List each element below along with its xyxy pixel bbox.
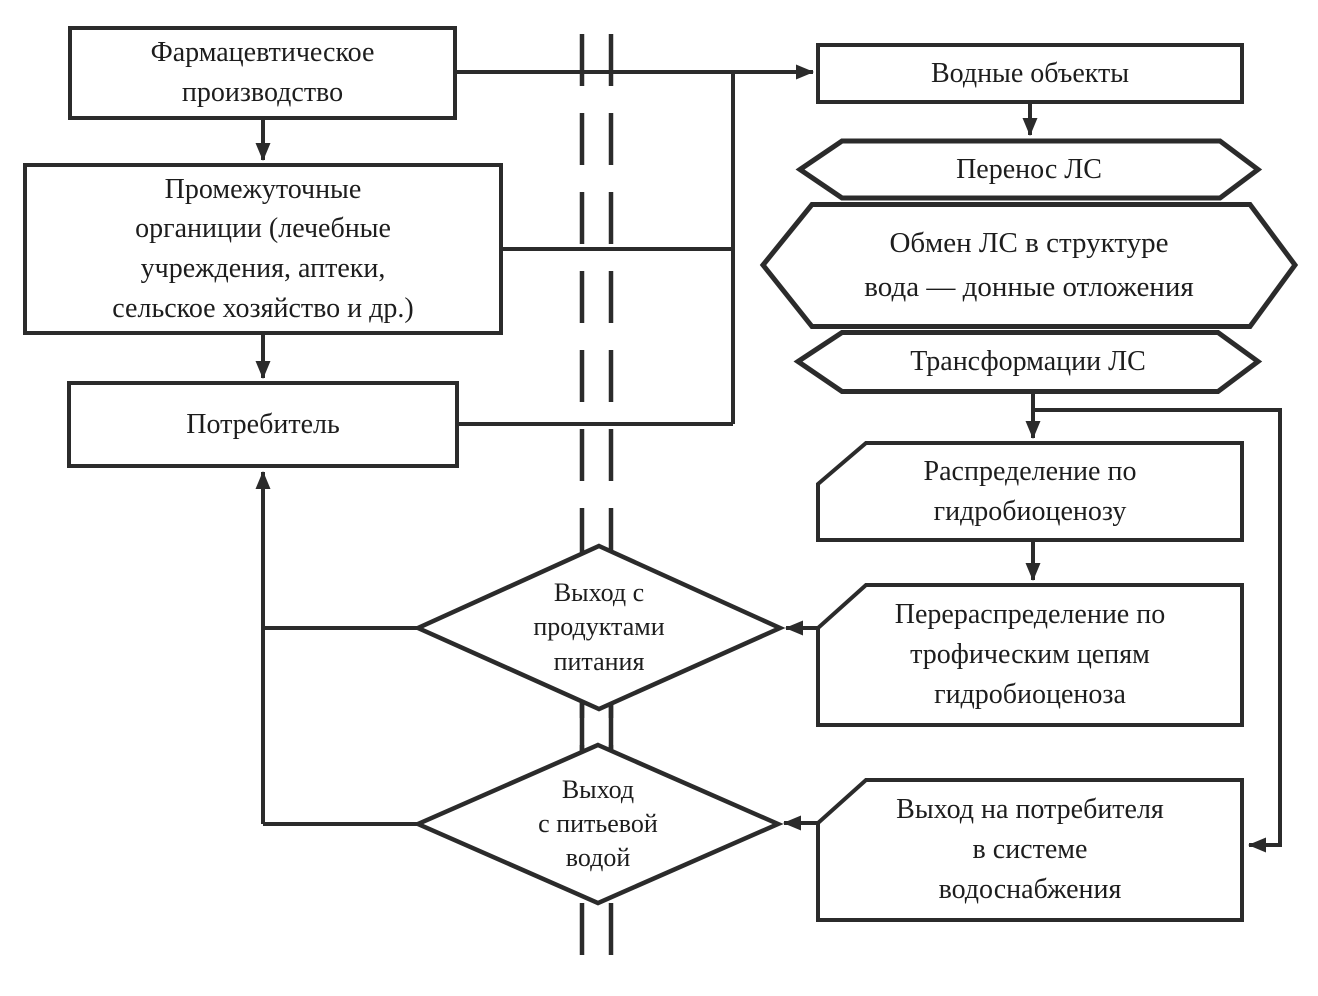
exchange-label: Обмен ЛС в структуре вода — донные отложения bbox=[864, 227, 1194, 303]
intermediate-box-shape bbox=[25, 165, 501, 333]
pharma-label: Фармацевтическое производство bbox=[150, 37, 375, 108]
drinking-water-exit-label: Выход с питьевой водой bbox=[538, 774, 658, 873]
redistribution-label: Перераспределение по трофическим цепям гидробиоценоза bbox=[894, 599, 1166, 710]
redistribution-box-shape bbox=[818, 585, 1242, 725]
food-exit-diamond-shape bbox=[418, 546, 780, 709]
food-exit-label: Выход с продуктами питания bbox=[533, 578, 665, 676]
transfer-hexagon-shape bbox=[800, 141, 1258, 198]
water-objects-label: Водные объекты bbox=[930, 57, 1130, 89]
drinking-water-exit-diamond-shape bbox=[418, 745, 778, 903]
transfer-label: Перенос ЛС bbox=[956, 153, 1102, 185]
transformation-label: Трансформации ЛС bbox=[910, 346, 1146, 378]
distribution-label: Распределение по гидробиоценозу bbox=[923, 455, 1137, 527]
water-objects-box-shape bbox=[818, 45, 1242, 102]
consumer-box-shape bbox=[69, 383, 457, 466]
transformation-hexagon-shape bbox=[798, 333, 1258, 392]
water-supply-exit-box-shape bbox=[818, 780, 1242, 920]
pharma-box-shape bbox=[70, 28, 455, 118]
intermediate-label: Промежуточные органиции (лечебные учреждения, аптеки, сельское хозяйство и др.) bbox=[112, 173, 414, 324]
exchange-hexagon-shape bbox=[763, 205, 1295, 327]
consumer-label: Потребитель bbox=[186, 408, 340, 440]
distribution-box-shape bbox=[818, 443, 1242, 540]
water-supply-exit-label: Выход на потребителя в системе водоснабжения bbox=[896, 794, 1164, 905]
